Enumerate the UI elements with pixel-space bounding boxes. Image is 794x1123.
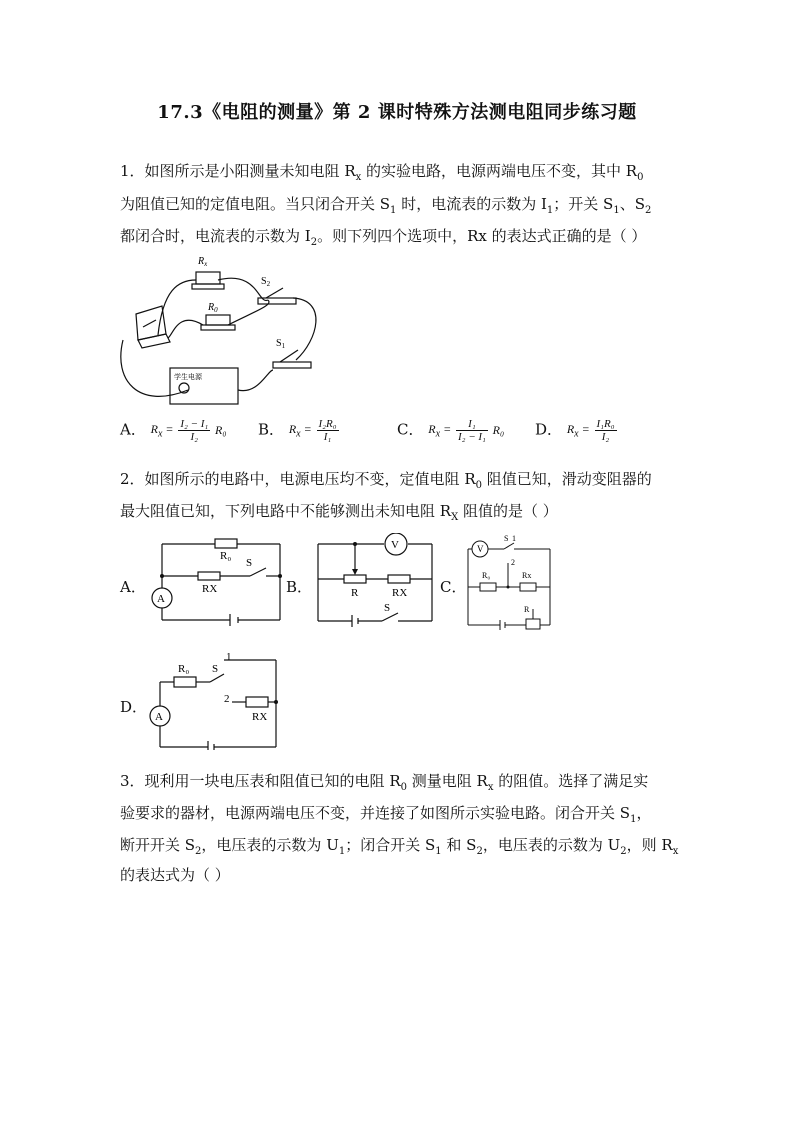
q1-option-c[interactable]: C． $R_x$ = $\frac{\text{I₁}}{\text{I₂ − I₁}}$ R₀ <box>397 418 505 443</box>
q2-circuit-d <box>146 650 281 750</box>
q3-line3: 断开开关 $S_2$，电压表的示数为 $U_1$；闭合开关 $S_1$ 和 $S_2$，电压表的示数为 $U_2$，则 $R_x$ <box>120 836 679 857</box>
q1-fig-s2-label: $S_2$ <box>261 276 271 288</box>
q3-line1: 3．现利用一块电压表和阻值已知的电阻 $R_0$ 测量电阻 $R_x$ 的阻值。选择了满足实 <box>120 772 649 793</box>
q2d-s-label: S <box>212 663 219 675</box>
q2b-voltmeter-label: V <box>391 539 399 551</box>
q1-option-b[interactable]: B． $R_x$ = $\frac{\text{I₂R₀}}{\text{I₁}}$ <box>258 418 337 443</box>
q3-line2: 验要求的器材，电源两端电压不变，并连接了如图所示实验电路。闭合开关 $S_1$， <box>120 804 652 825</box>
q2a-ammeter-label: A <box>157 593 165 605</box>
q1-line3: 都闭合时，电流表的示数为 $I_2$。则下列四个选项中，Rx 的表达式正确的是（ ） <box>120 227 647 248</box>
q2a-rx-label: RX <box>202 583 218 595</box>
q1-fig-s1-label: $S_1$ <box>276 338 286 350</box>
q1-option-d[interactable]: D． $R_x$ = $\frac{\text{I₁R₀}}{\text{I₂}}$ <box>535 418 615 443</box>
q2-option-d-label[interactable]: D． <box>120 698 148 716</box>
page-title: 17.3《电阻的测量》第 2 课时特殊方法测电阻同步练习题 <box>157 102 637 123</box>
q2-option-c-label[interactable]: C． <box>440 578 467 596</box>
q2-option-b-label[interactable]: B． <box>286 578 313 596</box>
q2-circuit-c <box>464 533 559 633</box>
q2c-1-label: 1 <box>512 534 516 543</box>
q2b-s-label: S <box>384 602 391 614</box>
q2-line1: 2．如图所示的电路中，电源电压均不变，定值电阻 $R_0$ 阻值已知，滑动变阻器的 <box>120 470 652 491</box>
q2-circuit-a <box>150 538 285 628</box>
q1-fig-r0-label: $R_0$ <box>208 302 218 314</box>
q1-option-a[interactable]: A． $R_x$ = $\frac{\text{I₂ − I₁}}{\text{I₂}}$ R₀ <box>120 418 227 443</box>
q1-fig-psu-label: 学生电源 <box>174 373 202 381</box>
q1-line1: 1．如图所示是小阳测量未知电阻 $R_x$ 的实验电路，电源两端电压不变，其中 $R_0$ <box>120 162 644 183</box>
q2-circuit-b <box>312 533 437 628</box>
q2c-2-label: 2 <box>511 558 515 567</box>
q1-fig-rx-label: $R_x$ <box>198 256 208 268</box>
q2c-voltmeter-label: V <box>477 544 484 554</box>
q2d-rx-label: RX <box>252 711 268 723</box>
q2a-r0-label: R₀ <box>220 550 232 562</box>
q2c-r0-label: R₀ <box>482 571 491 580</box>
q2d-2-label: 2 <box>224 693 230 705</box>
q2b-rx-label: RX <box>392 587 408 599</box>
q2c-s-label: S <box>504 534 509 543</box>
q2d-r0-label: R₀ <box>178 663 190 675</box>
q2d-ammeter-label: A <box>155 711 163 723</box>
q1-line2: 为阻值已知的定值电阻。当只闭合开关 $S_1$ 时，电流表的示数为 $I_1$；开关 $S_1$、$S_2$ <box>120 195 652 216</box>
q3-line4: 的表达式为（ ） <box>120 866 230 884</box>
q2-line2: 最大阻值已知，下列电路中不能够测出未知电阻 $R_X$ 阻值的是（ ） <box>120 502 558 523</box>
q2a-s-label: S <box>246 557 253 569</box>
q1-circuit-figure <box>118 250 328 410</box>
q2b-r-label: R <box>351 587 359 599</box>
q2d-1-label: 1 <box>226 651 232 663</box>
q2-option-a-label[interactable]: A． <box>120 578 146 596</box>
q2c-rx-label: Rx <box>522 571 532 580</box>
q2c-r-label: R <box>524 605 530 614</box>
